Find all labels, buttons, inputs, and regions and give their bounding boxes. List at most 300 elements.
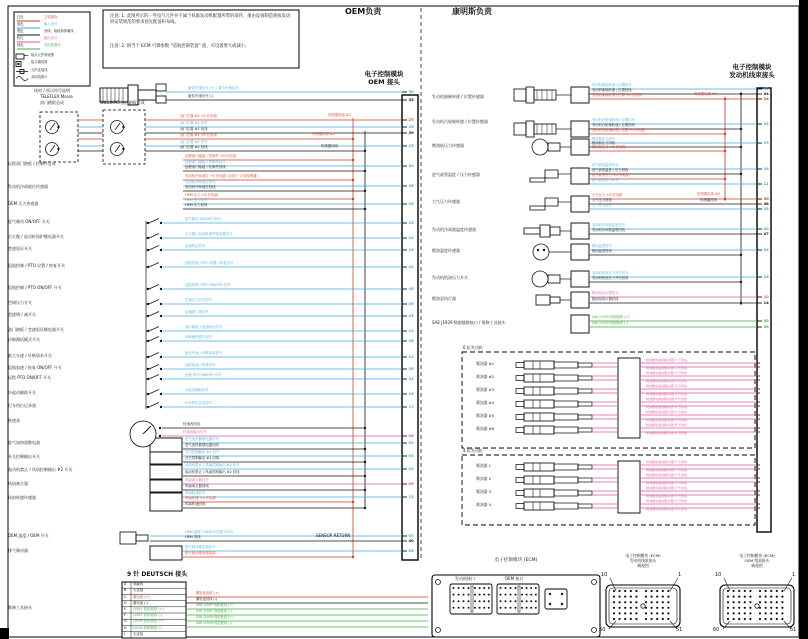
wire-label: 喷油器电磁阀驱动器 4 号回线 xyxy=(646,506,688,511)
pin-number: 33 xyxy=(408,96,414,102)
wire-label: 进气歧管压力 +5 伏电源 xyxy=(592,173,629,178)
view2-title-line3: 端视图 xyxy=(751,563,763,568)
wire-label: 巡航控制 / PTO 设置 / 恢复信号 xyxy=(185,261,234,266)
circle xyxy=(532,271,548,287)
pin-dot xyxy=(744,596,746,598)
pin-dot xyxy=(619,607,621,609)
pin-dot xyxy=(515,600,517,602)
pin-dot xyxy=(738,618,740,620)
pin-number: 45 xyxy=(408,285,414,291)
junction-dot xyxy=(740,302,742,304)
wire-label: SAE J1587 数据链路 (+) xyxy=(196,603,234,608)
pin-dot xyxy=(530,594,532,596)
view2-pin-bottomright: 51 xyxy=(790,627,797,633)
deutsch-pin-letter: H xyxy=(124,625,127,630)
wire-label: 冷起动辅助信号 xyxy=(185,388,209,393)
wire-label: OEM 温度 / OEM 开关输入信号 xyxy=(185,530,234,535)
pin-dot xyxy=(535,594,537,596)
pin-dot xyxy=(510,587,512,589)
box xyxy=(554,362,578,368)
box xyxy=(550,227,560,235)
pin-number: 03 xyxy=(408,452,414,458)
deutsch-pin-label: 无连接 xyxy=(133,631,144,636)
pin-dot xyxy=(549,593,551,595)
deutsch-pin-letter: A xyxy=(124,582,127,587)
component-label: 发动机凸轮轴转速 / 位置传感器 xyxy=(432,118,488,124)
junction-dot xyxy=(740,128,742,130)
pin-dot xyxy=(561,593,563,595)
pin-dot xyxy=(624,590,626,592)
injector-bank-box xyxy=(462,352,755,448)
box xyxy=(516,478,524,483)
switch-blade xyxy=(149,337,159,342)
wire-label: 喷油器电磁阀驱动器 2 号供线 xyxy=(646,472,688,477)
ecm-module-title: 电子控制模块 (ECM) xyxy=(494,558,538,563)
injector-label: 喷油器 #5 xyxy=(476,412,495,418)
wire-label: 喷油器电磁阀驱动器 1 号回线 xyxy=(646,467,688,472)
pin-number: 06 xyxy=(408,547,414,553)
box xyxy=(545,589,567,609)
view1-pin-bottomright: 51 xyxy=(676,627,683,633)
pin-dot xyxy=(530,607,532,609)
wire-label: 行车档位记录信号 xyxy=(185,401,213,406)
deutsch-pin-label: 无连接 xyxy=(133,588,144,593)
pin-dot xyxy=(667,596,669,598)
pin-dot xyxy=(619,601,621,603)
component-label: 巡航控制 / PTO 设置 / 恢复开关 xyxy=(8,263,66,269)
cummins-section-title: 康明斯负责 xyxy=(452,7,492,16)
pin-dot xyxy=(765,607,767,609)
pin-dot xyxy=(463,594,465,596)
component-label: 转速表 xyxy=(8,418,20,424)
junction-dot xyxy=(724,98,726,100)
pin-dot xyxy=(765,590,767,592)
switch-blade xyxy=(149,312,159,317)
relay-box xyxy=(150,465,182,479)
wire-label: 风扇转速 +5 伏电源 xyxy=(185,496,216,501)
wire-label: OEM 压力 +5 伏电源 xyxy=(185,193,218,198)
box xyxy=(516,415,524,420)
pin-dot xyxy=(630,596,632,598)
wire-label: 进气制动 ON/OFF 信号 xyxy=(185,217,221,222)
pin-number: 27 xyxy=(408,116,414,122)
wire-label: 进气加热器继电器信号 xyxy=(185,437,219,442)
deutsch-pin-label: 蓄电池 (+) xyxy=(133,594,150,599)
wire-label: 发动机冷却液位 +5 伏电源 (仅用于 3 线传感器) xyxy=(185,174,258,179)
wire-label: 喷油器电磁阀驱动器 2 号回线 xyxy=(646,480,688,485)
wire-label: 巡航控制 / PTO ON/OFF 信号 xyxy=(185,283,231,288)
box xyxy=(524,413,554,421)
pin-dot xyxy=(744,601,746,603)
wire-label: 开关控制输出 #1 信号 xyxy=(185,450,220,455)
component-label: 燃油轨压力传感器 xyxy=(432,142,464,148)
pin-dot xyxy=(738,601,740,603)
view2-pin-topleft: 10 xyxy=(715,572,722,578)
wire-label: 喷油器电磁阀驱动器 3 号回线 xyxy=(646,391,688,396)
component-label: 远程油门踏板 / 控制件总成 xyxy=(8,161,56,167)
wire-label: 喷油器电磁阀驱动器 1 号供线 xyxy=(646,357,688,362)
wire-label: 磁性车速信号 (+) / 霍尔车速信号 xyxy=(188,86,239,91)
pin-dot xyxy=(727,590,729,592)
pin-number: 30 xyxy=(408,162,414,168)
wire-label: 喷油器电磁阀驱动器 5 号回线 xyxy=(646,417,688,422)
legend-color-name: 红色 xyxy=(17,14,24,19)
component-label: 风扇转速传感器 xyxy=(8,495,36,501)
pin-dot xyxy=(770,618,772,620)
junction-dot xyxy=(57,148,59,150)
legend-color-value: 回线、接地和屏蔽线 xyxy=(44,28,74,33)
box xyxy=(548,143,560,151)
wire-label: 蓄电池电源 (+) xyxy=(196,591,219,596)
pin-dot xyxy=(505,587,507,589)
junction-dot xyxy=(740,146,742,148)
junction-dot xyxy=(352,138,354,140)
deutsch-connector-title: 9 针 DEUTSCH 接头 xyxy=(127,571,188,578)
wire-label: 喷油器电磁阀驱动器 3 号回线 xyxy=(646,493,688,498)
box xyxy=(524,476,554,484)
pin-dot xyxy=(474,600,476,602)
pin-number: 08 xyxy=(408,432,414,438)
deutsch-pin-letter: G xyxy=(124,619,127,624)
pin-dot xyxy=(613,612,615,614)
pin-dot xyxy=(613,607,615,609)
wire-label: 喷油器电磁阀驱动器 5 号供线 xyxy=(646,409,688,414)
pin-dot xyxy=(479,587,481,589)
component-label: 传感器电源 #2 xyxy=(312,131,336,136)
pin-dot xyxy=(776,612,778,614)
pin-number: 19 xyxy=(408,246,414,252)
ecm-oem-connector-label: OEM 接口 xyxy=(505,576,524,581)
pin-dot xyxy=(630,612,632,614)
pin-dot xyxy=(535,587,537,589)
wire-label: 远程油门踏板 / 控制件回线 xyxy=(185,165,226,170)
box xyxy=(578,491,592,495)
view1-pin-bottomleft: 60 xyxy=(599,627,606,633)
component-label: 燃油温度传感器 xyxy=(432,247,460,253)
box xyxy=(526,87,534,103)
component-label: 进气制动 ON/OFF 开关 xyxy=(8,219,50,225)
pin-dot xyxy=(759,618,761,620)
junction-dot xyxy=(364,461,366,463)
pin-dot xyxy=(619,590,621,592)
pin-number: 22 xyxy=(408,327,414,333)
junction-dot xyxy=(364,170,366,172)
deutsch-pin-letter: F xyxy=(124,613,126,618)
component-label: OEM 温度 / OEM 开关 xyxy=(8,533,49,539)
box xyxy=(534,124,556,134)
pin-dot xyxy=(744,618,746,620)
junction-dot xyxy=(364,475,366,477)
box xyxy=(524,387,554,395)
box xyxy=(578,376,592,380)
component-label: 巡航控制 / PTO ON/OFF 开关 xyxy=(8,285,62,291)
pin-dot xyxy=(521,594,523,596)
pin-number: 04 xyxy=(408,465,414,471)
pin-dot xyxy=(667,607,669,609)
relay-box xyxy=(150,452,182,464)
view1-pin-topright: 1 xyxy=(678,572,682,578)
box xyxy=(516,465,524,470)
pin-dot xyxy=(510,607,512,609)
pin-dot xyxy=(749,596,751,598)
legend-symbol-label: 接头元件侧视图 xyxy=(31,52,55,57)
pin-dot xyxy=(500,607,502,609)
pin-number: 24 xyxy=(763,95,769,101)
box xyxy=(516,504,524,509)
pin-dot xyxy=(619,618,621,620)
pin-dot xyxy=(667,612,669,614)
junction-dot xyxy=(160,249,162,251)
pin-number: 31 xyxy=(408,375,414,381)
pin-dot xyxy=(765,618,767,620)
pin-dot xyxy=(483,600,485,602)
junction-dot xyxy=(364,489,366,491)
circle xyxy=(592,628,597,633)
pin-dot xyxy=(500,594,502,596)
pin-dot xyxy=(526,594,528,596)
circle xyxy=(436,628,441,633)
pin-dot xyxy=(770,607,772,609)
legend-symbol-label: 接头端视图 xyxy=(31,60,48,65)
pin-dot xyxy=(656,618,658,620)
wire-label: 转速表输出信号 xyxy=(183,430,207,435)
legend-color-value: 主电源线 xyxy=(44,14,58,19)
pin-dot xyxy=(468,587,470,589)
pin-dot xyxy=(474,607,476,609)
pin-dot xyxy=(727,612,729,614)
pin-dot xyxy=(738,590,740,592)
wire-label: 发动机曲轴转速 / 位置信号 xyxy=(592,83,632,88)
junction-dot xyxy=(352,159,354,161)
pin-dot xyxy=(458,587,460,589)
circle xyxy=(533,244,549,260)
pin-dot xyxy=(624,601,626,603)
wire-label: OEM 压力回线 xyxy=(185,203,208,208)
pin-number: 13 xyxy=(408,493,414,499)
wire-label: OEM 回线 xyxy=(185,535,201,540)
wire-label: 发动机曲轴转速 / 位置回线 xyxy=(592,88,632,93)
legend-color-name: 蓝色 xyxy=(17,21,24,26)
pin-number: 10 xyxy=(763,293,769,299)
pin-dot xyxy=(759,612,761,614)
pin-number: 50 xyxy=(763,317,769,323)
pin-number: 25 xyxy=(408,142,414,148)
pin-dot xyxy=(651,596,653,598)
sensor-connector xyxy=(571,87,589,103)
wire-label: 远程 PTO ON/OFF 信号 xyxy=(185,373,222,378)
pin-dot xyxy=(744,607,746,609)
oem-section-title: OEM负责 xyxy=(345,7,382,16)
pin-dot xyxy=(662,618,664,620)
box xyxy=(554,503,578,509)
wire-label: 磁性车速信号 (-) xyxy=(188,94,214,99)
wire-label: 进气加热器继电器回线 xyxy=(185,443,219,448)
sensor-connector xyxy=(571,196,589,212)
box xyxy=(138,90,156,100)
pin-dot xyxy=(521,607,523,609)
pin-dot xyxy=(549,603,551,605)
relay-box xyxy=(150,493,182,511)
component-label: 维修工具接头 xyxy=(8,605,32,611)
pin-dot xyxy=(619,612,621,614)
engine-connector-header-line2: 发动机线束接头 xyxy=(729,71,775,79)
box xyxy=(540,225,550,237)
deutsch-pin-letter: J xyxy=(124,631,125,636)
component-label: 行车档位记录器 xyxy=(8,403,36,409)
junction-dot xyxy=(364,208,366,210)
wire-label: 诊断测试模式信号 xyxy=(185,335,213,340)
junction-dot xyxy=(160,406,162,408)
pin-dot xyxy=(505,600,507,602)
pin-number: 50 xyxy=(408,88,414,94)
junction-dot xyxy=(160,222,162,224)
pin-dot xyxy=(474,587,476,589)
pin-dot xyxy=(749,607,751,609)
pin-number: 35 xyxy=(763,205,769,211)
pin-dot xyxy=(479,607,481,609)
pin-dot xyxy=(630,601,632,603)
wire-label: 油门位置 #1 信号 xyxy=(180,121,208,126)
wire-label: 油门位置 #2 回线 xyxy=(180,145,208,150)
pin-dot xyxy=(624,607,626,609)
note-2: 注意: 2. 相当于 ECM 可调参数 “巡航控制装置” 值，可设置增大或减小。 xyxy=(110,44,250,49)
pin-dot xyxy=(781,612,783,614)
pin-dot xyxy=(651,618,653,620)
pin-dot xyxy=(453,600,455,602)
pin-dot xyxy=(474,594,476,596)
component-label: 传感器电源 #1 xyxy=(328,112,352,117)
pin-dot xyxy=(727,618,729,620)
switch-blade xyxy=(149,285,159,290)
sensor-body xyxy=(530,170,558,182)
wire xyxy=(50,123,55,130)
engine-connector-header-line1: 电子控制模块 xyxy=(732,63,772,71)
pin-dot xyxy=(776,601,778,603)
pin-dot xyxy=(662,607,664,609)
wire-label: 油门位置 #1 +5 伏电源 xyxy=(180,114,217,119)
pin-dot xyxy=(613,590,615,592)
wire-label: 起动机禁止 / 风扇控制输出 #2 信号 xyxy=(185,463,240,468)
component-label: 发动机机油压力开关 xyxy=(432,274,468,280)
legend-caption: 线材 / 图示符号说明 xyxy=(34,88,70,93)
twist-symbol xyxy=(16,77,28,81)
deutsch-pin-label: J1939 数据链路 (+) xyxy=(133,619,164,624)
pin-dot xyxy=(488,594,490,596)
junction-dot xyxy=(537,249,539,251)
pin-dot xyxy=(738,596,740,598)
sensor-connector xyxy=(571,271,589,287)
pin-number: 11 xyxy=(763,180,769,186)
box xyxy=(578,504,592,508)
pin-dot xyxy=(738,612,740,614)
wire-label: 发动机曲轴转速 / 位置 +5 伏电源 xyxy=(592,93,642,98)
callout-line xyxy=(609,621,616,629)
pin-dot xyxy=(500,587,502,589)
box xyxy=(554,464,578,470)
pin-dot xyxy=(651,590,653,592)
wire-label: 起动机禁止 / 风扇控制输出 #2 回线 xyxy=(185,470,240,475)
switch-blade xyxy=(149,246,159,251)
wire-label: 喷油器电磁阀驱动器 6 号供线 xyxy=(646,422,688,427)
wire-label: 喷油器电磁阀驱动器 4 号回线 xyxy=(646,404,688,409)
relay-box xyxy=(150,480,182,492)
junction-dot xyxy=(160,368,162,370)
switch-blade xyxy=(149,300,159,305)
deutsch-pin-letter: C xyxy=(124,594,127,599)
junction-dot xyxy=(352,179,354,181)
pin-dot xyxy=(727,601,729,603)
legend-symbol-label: 双绞线图示 xyxy=(31,75,48,80)
component-label: 油门踏板总成 xyxy=(40,100,64,106)
view1-pin-topleft: 10 xyxy=(601,572,608,578)
pin-dot xyxy=(521,600,523,602)
junction-dot xyxy=(740,281,742,283)
box xyxy=(516,389,524,394)
injector-bank-box xyxy=(462,455,755,525)
view2-title-line2: OEM 线束接头 xyxy=(744,558,770,563)
pin-dot xyxy=(667,618,669,620)
pin-dot xyxy=(667,590,669,592)
pin-dot xyxy=(733,607,735,609)
pin-dot xyxy=(635,596,637,598)
circle xyxy=(532,139,548,155)
pin-number: 07 xyxy=(408,532,414,538)
sensor-connector xyxy=(571,292,589,308)
pin-dot xyxy=(645,618,647,620)
pin-dot xyxy=(453,607,455,609)
wire-label: 风扇转速信号 xyxy=(185,491,206,496)
wire-label: 转速表回线 xyxy=(183,422,200,427)
pin-dot xyxy=(510,594,512,596)
pin-dot xyxy=(645,601,647,603)
pin-number: 15 xyxy=(408,219,414,225)
wire xyxy=(115,145,120,152)
pin-dot xyxy=(624,618,626,620)
pin-dot xyxy=(483,607,485,609)
pin-dot xyxy=(759,601,761,603)
pin-dot xyxy=(776,618,778,620)
pin-dot xyxy=(463,607,465,609)
pin-dot xyxy=(776,596,778,598)
oem-connector-header-line2: OEM 接头 xyxy=(368,78,400,86)
pin-dot xyxy=(656,612,658,614)
box xyxy=(578,478,592,482)
pin-dot xyxy=(651,601,653,603)
wire-label: 燃油轨压力回线 xyxy=(592,141,616,146)
pin-dot xyxy=(770,601,772,603)
component-label: 大气压力传感器 xyxy=(432,198,460,204)
pin-dot xyxy=(759,596,761,598)
legend-color-name: 黑色 xyxy=(17,28,24,33)
pin-dot xyxy=(530,600,532,602)
pin-number: 17 xyxy=(408,403,414,409)
pin-dot xyxy=(749,601,751,603)
pin-dot xyxy=(759,590,761,592)
pin-number: 52 xyxy=(763,120,769,126)
switch-blade xyxy=(149,390,159,395)
box xyxy=(554,401,578,407)
pin-dot xyxy=(749,612,751,614)
box xyxy=(534,90,556,100)
teleflex-pedal-box xyxy=(40,112,78,162)
pin-dot xyxy=(635,612,637,614)
pin-number: 47 xyxy=(763,230,769,236)
component-label: WILLIAMS 油门踏板总成 xyxy=(100,100,145,106)
pin-dot xyxy=(624,612,626,614)
pin-number: 34 xyxy=(763,246,769,252)
box xyxy=(524,228,540,234)
wire-label: 燃油轨压力 +5 伏电源 xyxy=(592,145,626,150)
